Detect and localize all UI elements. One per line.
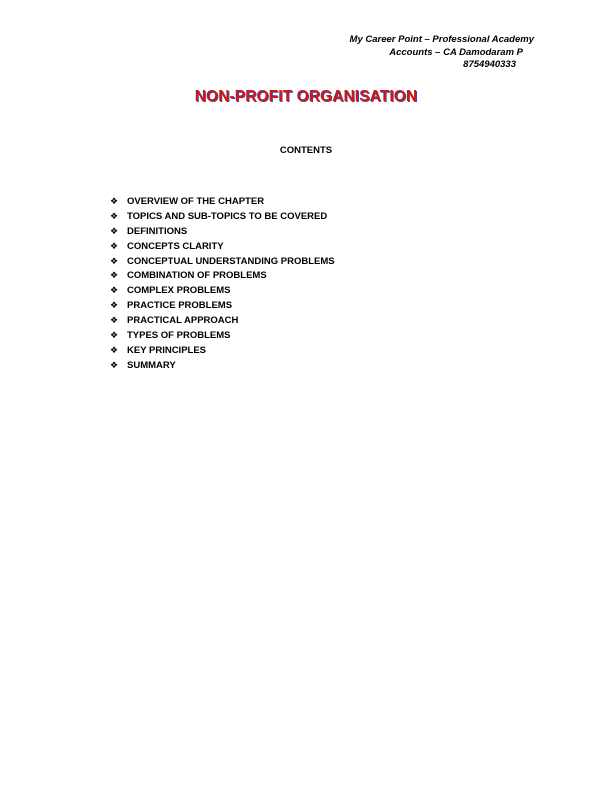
diamond-bullet-icon: ❖ [110,197,119,207]
contents-list-item [110,195,335,210]
contents-heading: CONTENTS [279,145,333,156]
contents-list-item [110,359,335,374]
diamond-bullet-icon: ❖ [110,286,119,297]
contents-item-label: SUMMARY [127,359,176,371]
diamond-bullet-icon: ❖ [110,301,119,312]
contents-list [110,195,335,374]
contents-item-label: OVERVIEW OF THE CHAPTER [127,196,265,207]
contents-list-item [110,210,335,225]
diamond-bullet-icon: ❖ [110,226,119,237]
contents-item-label: COMPLEX PROBLEMS [127,285,231,297]
header-subject-author: Accounts – CA Damodaram P [389,46,523,58]
contents-list-item [110,314,335,329]
contents-list-item [110,255,335,270]
diamond-bullet-icon: ❖ [110,360,119,371]
diamond-bullet-icon: ❖ [110,331,119,342]
diamond-bullet-icon: ❖ [110,256,119,267]
diamond-bullet-icon: ❖ [110,271,119,282]
contents-list-item [110,299,335,314]
header-academy-name: My Career Point – Professional Academy [349,34,534,45]
contents-list-item [110,329,335,344]
contents-item-label: PRACTICAL APPROACH [127,315,239,327]
page-header [350,34,534,72]
contents-item-label: TOPICS AND SUB-TOPICS TO BE COVERED [127,210,328,222]
contents-item-label: COMBINATION OF PROBLEMS [127,270,267,282]
contents-item-label: CONCEPTUAL UNDERSTANDING PROBLEMS [127,255,335,267]
contents-item-label: DEFINITIONS [127,225,188,237]
diamond-bullet-icon: ❖ [110,211,119,222]
contents-list-item [110,240,335,255]
document-title: NON-PROFIT ORGANISATION [194,88,418,105]
contents-list-item [110,269,335,284]
contents-item-label: KEY PRINCIPLES [127,344,207,356]
contents-item-label: TYPES OF PROBLEMS [127,330,231,342]
header-phone-number: 8754940333 [463,59,516,70]
contents-list-item [110,284,335,299]
contents-item-label: CONCEPTS CLARITY [127,240,224,252]
contents-list-item [110,344,335,359]
diamond-bullet-icon: ❖ [110,241,119,252]
diamond-bullet-icon: ❖ [110,345,119,356]
contents-list-item [110,225,335,240]
diamond-bullet-icon: ❖ [110,316,119,327]
contents-item-label: PRACTICE PROBLEMS [127,300,233,312]
